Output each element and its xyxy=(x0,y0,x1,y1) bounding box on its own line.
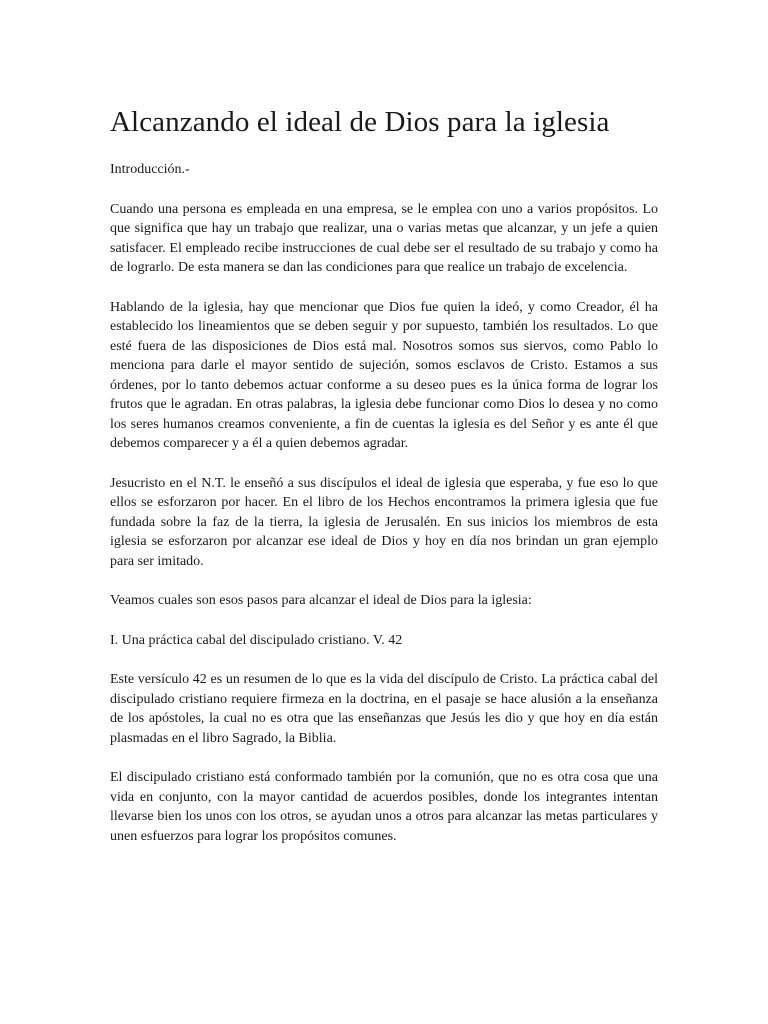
paragraph-verse-42: Este versículo 42 es un resumen de lo que es la vida del discípulo de Cristo. La práctica cabal del discipulado cristiano requiere firmeza en la doctrina, en el pasaje se hace alusión a la enseñanza de los apóstoles, la cual no es otra que las enseñanzas que Jesús les dio y que hoy en día están plasmadas en el libro Sagrado, la Biblia. xyxy=(110,672,658,746)
paragraph-church-design: Hablando de la iglesia, hay que mencionar que Dios fue quien la ideó, y como Creador, él ha establecido los lineamientos que se deben seguir y por supuesto, también los resultados. Lo que esté fuera de las disposiciones de Dios está mal. Nosotros somos sus siervos, como Pablo lo menciona para darle el mayor sentido de sujeción, somos esclavos de Cristo. Estamos a sus órdenes, por lo tanto debemos actuar conforme a su deseo pues es la única forma de lograr los frutos que le agradan. En otras palabras, la iglesia debe funcionar como Dios lo desea y no como los seres humanos creamos conveniente, a fin de cuentas la iglesia es del Señor y es ante él que debemos comparecer y a él a quien debemos agradar. xyxy=(110,299,658,451)
paragraph-employee-analogy: Cuando una persona es empleada en una empresa, se le emplea con uno a varios propósitos. Lo que significa que hay un trabajo que realizar, una o varias metas que alcanzar, y un jefe a quien satisfacer. El empleado recibe instrucciones de cual debe ser el resultado de su trabajo y como ha de lograrlo. De esta manera se dan las condiciones para que realice un trabajo de excelencia. xyxy=(110,201,658,275)
paragraph-communion: El discipulado cristiano está conformado también por la comunión, que no es otra cosa que una vida en conjunto, con la mayor cantidad de acuerdos posibles, donde los integrantes intentan llevarse bien los unos con los otros, se ayudan unos a otros para alcanzar las metas particulares y unen esfuerzos para lograr los propósitos comunes. xyxy=(110,770,658,844)
section-heading-discipleship: I. Una práctica cabal del discipulado cristiano. V. 42 xyxy=(110,632,403,648)
intro-heading: Introducción.- xyxy=(110,162,190,177)
paragraph-jerusalem-church: Jesucristo en el N.T. le enseñó a sus discípulos el ideal de iglesia que esperaba, y fue eso lo que ellos se esforzaron por hacer. En el libro de los Hechos encontramos la primera iglesia que fue fundada sobre la faz de la tierra, la iglesia de Jerusalén. En sus inicios los miembros de esta iglesia se esforzaron por alcanzar ese ideal de Dios y hoy en día nos brindan un gran ejemplo para ser imitado. xyxy=(110,475,658,569)
paragraph-steps-intro: Veamos cuales son esos pasos para alcanzar el ideal de Dios para la iglesia: xyxy=(110,593,532,608)
document-title: Alcanzando el ideal de Dios para la iglesia xyxy=(110,106,610,138)
